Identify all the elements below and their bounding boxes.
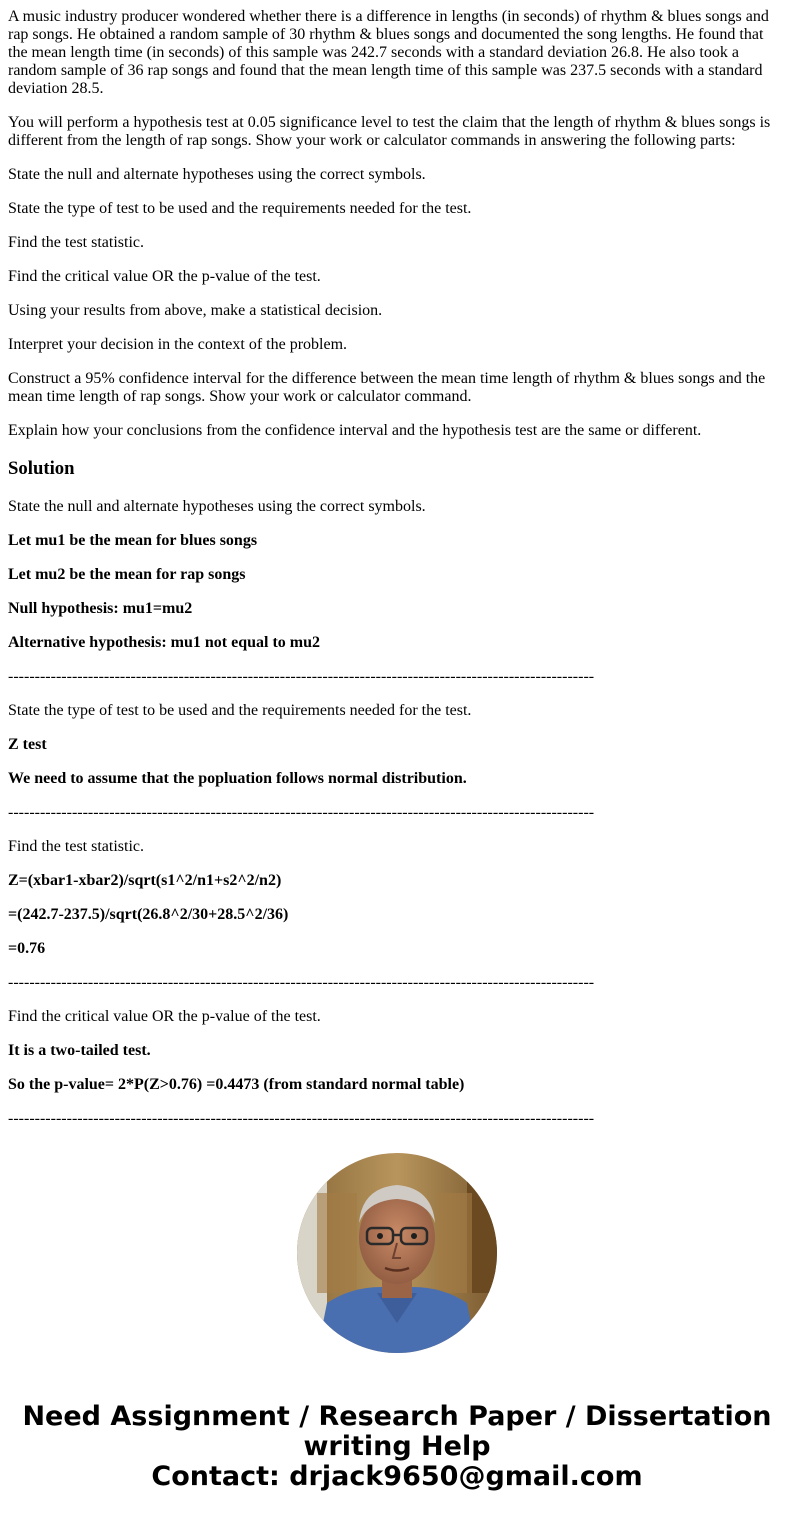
solution-prompt: Find the critical value OR the p-value of the test. <box>8 1008 321 1025</box>
document-body <box>8 0 786 1144</box>
solution-line <box>8 566 786 584</box>
solution-line-text: We need to assume that the popluation follows normal distribution. <box>8 770 467 787</box>
promo-contact: Contact: drjack9650@gmail.com <box>151 1461 643 1492</box>
solution-line <box>8 1042 786 1060</box>
solution-line-text: Let mu1 be the mean for blues songs <box>8 532 258 549</box>
question-part: Find the test statistic. <box>8 234 144 251</box>
question-part: Construct a 95% confidence interval for the difference between the mean time length of rhythm & blues songs and the mean time length of rap songs. Show your work or calculator command. <box>8 370 766 405</box>
promo-banner <box>0 1402 794 1492</box>
question-part: Using your results from above, make a statistical decision. <box>8 302 383 319</box>
solution-line-text: =(242.7-237.5)/sqrt(26.8^2/30+28.5^2/36) <box>8 906 289 923</box>
question-part: Explain how your conclusions from the confidence interval and the hypothesis test are the same or different. <box>8 422 702 439</box>
problem-statement: A music industry producer wondered whether there is a difference in lengths (in seconds) of rhythm & blues songs and rap songs. He obtained a random sample of 30 rhythm & blues songs and documented the song lengths. He found that the mean length time (in seconds) of this sample was 242.7 seconds with a standard deviation 26.8. He also took a random sample of 36 rap songs and found that the mean length time of this sample was 237.5 seconds with a standard deviation 28.5. <box>8 8 769 97</box>
solution-line-text: Let mu2 be the mean for rap songs <box>8 566 246 583</box>
solution-line <box>8 770 786 788</box>
solution-line-text: Z=(xbar1-xbar2)/sqrt(s1^2/n1+s2^2/n2) <box>8 872 282 889</box>
solution-line <box>8 634 786 652</box>
separator-line: -------------------------------------------------------------------------------------------------------------- <box>8 974 595 991</box>
solution-line <box>8 1076 786 1094</box>
solution-prompt: State the type of test to be used and the requirements needed for the test. <box>8 702 472 719</box>
solution-line-text: It is a two-tailed test. <box>8 1042 151 1059</box>
solution-line <box>8 940 786 958</box>
promo-line: writing Help <box>303 1431 491 1462</box>
instructions: You will perform a hypothesis test at 0.05 significance level to test the claim that the length of rhythm & blues songs is different from the length of rap songs. Show your work or calculator commands in answering the following parts: <box>8 114 771 149</box>
author-avatar <box>297 1153 497 1353</box>
solution-line <box>8 600 786 618</box>
solution-line-text: So the p-value= 2*P(Z>0.76) =0.4473 (from standard normal table) <box>8 1076 465 1093</box>
solution-line-text: Z test <box>8 736 47 753</box>
promo-line: Need Assignment / Research Paper / Dissertation <box>22 1401 772 1432</box>
separator-line: -------------------------------------------------------------------------------------------------------------- <box>8 804 595 821</box>
question-part: Find the critical value OR the p-value of the test. <box>8 268 321 285</box>
solution-line-text: Null hypothesis: mu1=mu2 <box>8 600 193 617</box>
solution-heading: Solution <box>8 458 75 479</box>
solution-line <box>8 906 786 924</box>
solution-line-text: Alternative hypothesis: mu1 not equal to mu2 <box>8 634 321 651</box>
question-part: Interpret your decision in the context of the problem. <box>8 336 348 353</box>
question-part: State the null and alternate hypotheses using the correct symbols. <box>8 166 426 183</box>
question-part: State the type of test to be used and the requirements needed for the test. <box>8 200 472 217</box>
solution-line <box>8 532 786 550</box>
solution-prompt: Find the test statistic. <box>8 838 144 855</box>
solution-line <box>8 872 786 890</box>
solution-line <box>8 736 786 754</box>
separator-line: -------------------------------------------------------------------------------------------------------------- <box>8 1110 595 1127</box>
solution-prompt: State the null and alternate hypotheses using the correct symbols. <box>8 498 426 515</box>
solution-line-text: =0.76 <box>8 940 46 957</box>
separator-line: -------------------------------------------------------------------------------------------------------------- <box>8 668 595 685</box>
author-portrait-image <box>297 1153 497 1353</box>
